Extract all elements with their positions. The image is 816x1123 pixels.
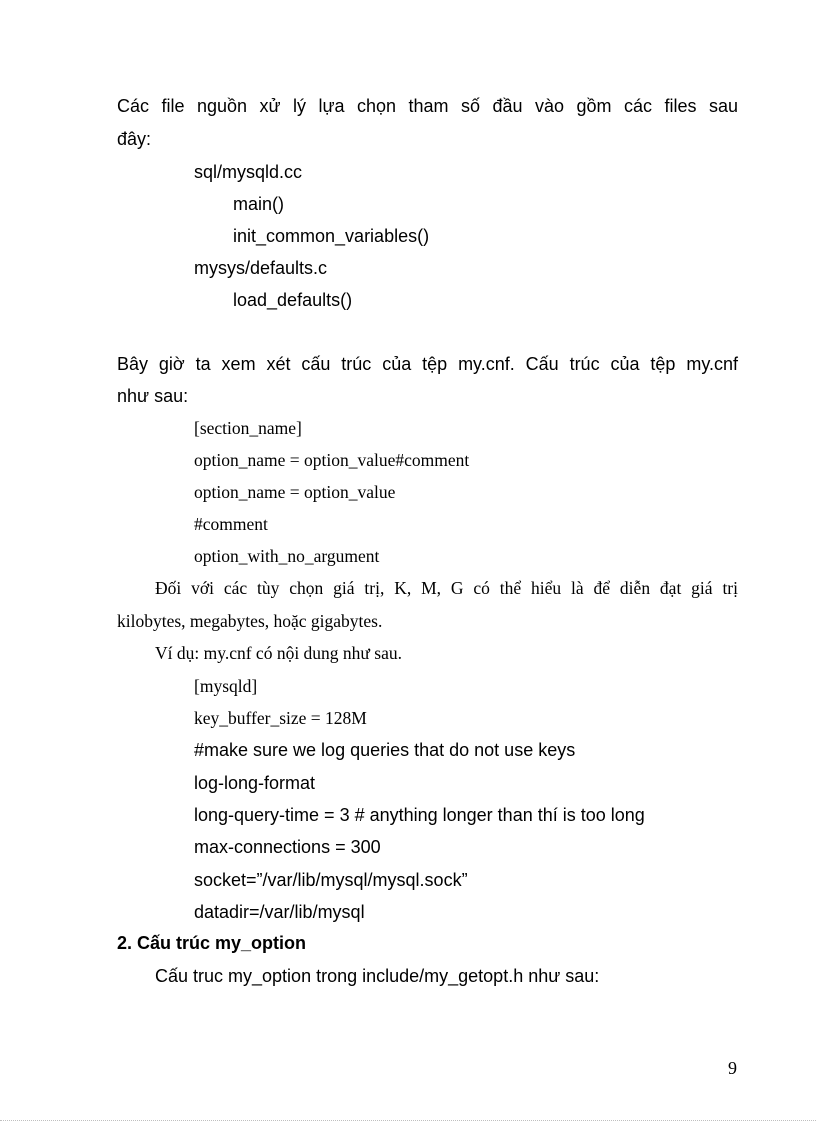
function-main: main() — [233, 194, 285, 214]
example-max-connections: max-connections = 300 — [194, 837, 381, 857]
example-long-query-time: long-query-time = 3 # anything longer than thí is too long — [194, 805, 645, 825]
section-intro: Cấu truc my_option trong include/my_getopt.h như sau: — [155, 966, 600, 986]
example-log-long-format: log-long-format — [194, 773, 316, 793]
source-file-defaults: mysys/defaults.c — [194, 258, 328, 278]
page-bottom-border — [0, 1120, 816, 1121]
structure-paragraph-line1: Bây giờ ta xem xét cấu trúc của tệp my.cnf. Cấu trúc của tệp my.cnf — [117, 354, 738, 374]
intro-paragraph-line2: đây: — [117, 129, 152, 149]
example-mysqld-section: [mysqld] — [194, 676, 258, 696]
units-note-line2: kilobytes, megabytes, hoặc gigabytes. — [117, 611, 383, 631]
example-comment-line: #make sure we log queries that do not use keys — [194, 740, 576, 760]
syntax-comment: #comment — [194, 514, 268, 534]
function-init-common-variables: init_common_variables() — [233, 226, 430, 246]
intro-paragraph-line1: Các file nguồn xử lý lựa chọn tham số đầu vào gồm các files sau — [117, 96, 738, 116]
function-load-defaults: load_defaults() — [233, 290, 353, 310]
source-file-mysqld: sql/mysqld.cc — [194, 162, 303, 182]
section-heading: 2. Cấu trúc my_option — [117, 933, 307, 953]
syntax-option-with-comment: option_name = option_value#comment — [194, 450, 470, 470]
syntax-section-name: [section_name] — [194, 418, 302, 438]
structure-paragraph-line2: như sau: — [117, 386, 189, 406]
units-note-line1: Đối với các tùy chọn giá trị, K, M, G có thể hiểu là để diễn đạt giá trị — [155, 578, 738, 598]
example-datadir: datadir=/var/lib/mysql — [194, 902, 365, 922]
page-number: 9 — [728, 1058, 737, 1078]
syntax-option-no-argument: option_with_no_argument — [194, 546, 380, 566]
syntax-option-value: option_name = option_value — [194, 482, 396, 502]
example-intro: Ví dụ: my.cnf có nội dung như sau. — [155, 643, 402, 663]
example-socket: socket=”/var/lib/mysql/mysql.sock” — [194, 870, 468, 890]
example-key-buffer-size: key_buffer_size = 128M — [194, 708, 367, 728]
